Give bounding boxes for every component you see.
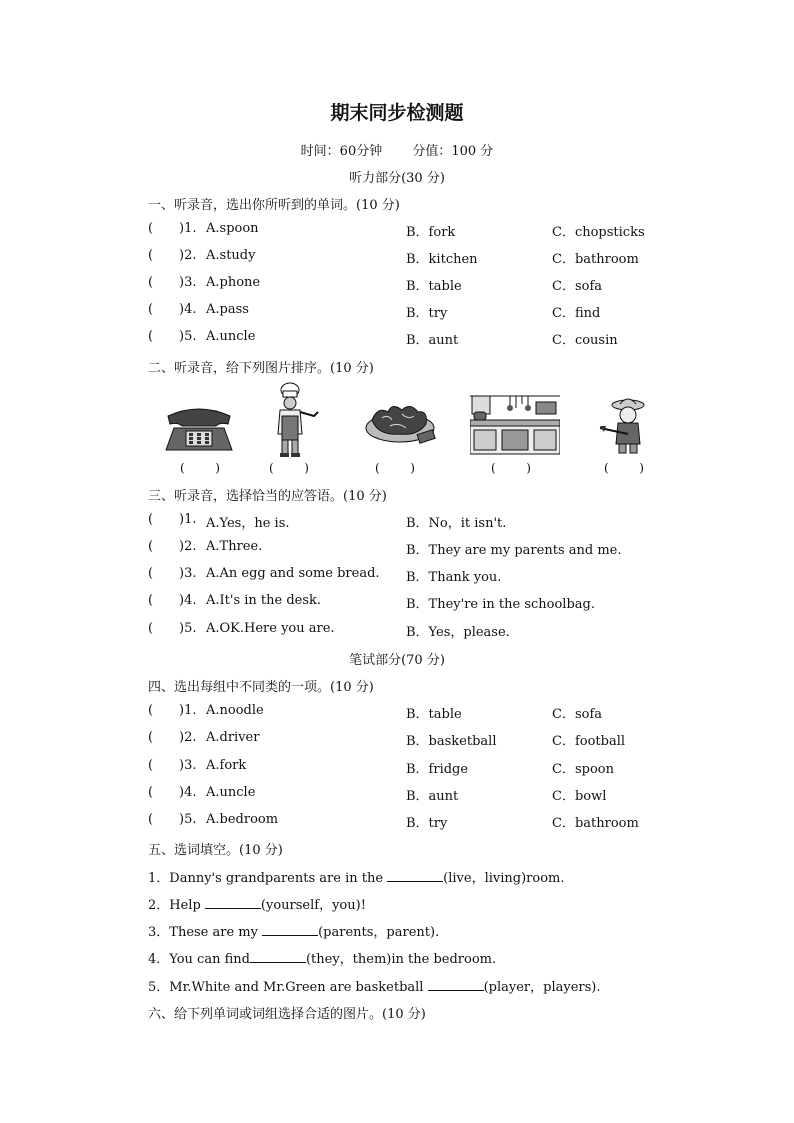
option-b: B．try bbox=[406, 306, 448, 321]
option-b: B．They are my parents and me. bbox=[406, 543, 622, 558]
option-a: A.driver bbox=[206, 730, 260, 745]
option-c: C．bathroom bbox=[552, 816, 639, 831]
option-b: B．They're in the schoolbag. bbox=[406, 597, 595, 612]
option-b: B．aunt bbox=[406, 789, 459, 804]
question-row: ( )1. A.Yes，he is. B．No，it isn't. bbox=[148, 512, 507, 531]
option-b: B．aunt bbox=[406, 333, 459, 348]
option-b: B．basketball bbox=[406, 734, 497, 749]
picture-answer-blank[interactable]: ( ) bbox=[180, 461, 220, 475]
option-b: B．Thank you. bbox=[406, 570, 502, 585]
fill-in-sentence: 2．Help (yourself，you)! bbox=[148, 898, 366, 913]
question-row: ( )2. A.Three. B．They are my parents and me. bbox=[148, 539, 622, 558]
option-a: A.Three. bbox=[206, 539, 263, 554]
question-row: ( )1. A.noodle B．table C．sofa bbox=[148, 703, 603, 722]
option-b: B．fridge bbox=[406, 762, 469, 777]
fill-in-sentence: 4．You can find (they，them)in the bedroom. bbox=[148, 952, 497, 967]
exam-info bbox=[0, 140, 794, 159]
fill-in-blank[interactable] bbox=[387, 869, 443, 882]
section-4-heading: 四、选出每组中不同类的一项。(10 分) bbox=[148, 680, 374, 695]
section-5-heading: 五、选词填空。(10 分) bbox=[148, 843, 283, 858]
option-a: A.noodle bbox=[206, 703, 264, 718]
option-a: A.It's in the desk. bbox=[206, 593, 322, 608]
option-c: C．spoon bbox=[552, 762, 614, 777]
option-b: B．Yes，please. bbox=[406, 625, 510, 640]
question-row: ( )4. A.pass B．try C．find bbox=[148, 302, 601, 321]
option-b: B．fork bbox=[406, 225, 456, 240]
section-6-heading: 六、给下列单词或词组选择合适的图片。(10 分) bbox=[148, 1007, 426, 1022]
option-c: C．sofa bbox=[552, 279, 603, 294]
food-plate-icon bbox=[362, 398, 438, 448]
option-a: A.An egg and some bread. bbox=[206, 566, 380, 581]
option-a: A.fork bbox=[206, 758, 247, 773]
option-a: A.spoon bbox=[206, 221, 259, 236]
question-row: ( )3. A.phone B．table C．sofa bbox=[148, 275, 603, 294]
option-b: B．No，it isn't. bbox=[406, 516, 507, 531]
question-row: ( )4. A.uncle B．aunt C．bowl bbox=[148, 785, 607, 804]
chef-icon bbox=[268, 382, 324, 458]
farmer-icon bbox=[598, 396, 656, 456]
telephone-icon bbox=[162, 404, 236, 454]
fill-in-blank[interactable] bbox=[250, 950, 306, 963]
picture-answer-blank[interactable]: ( ) bbox=[604, 461, 644, 475]
option-a: A.uncle bbox=[206, 329, 256, 344]
option-c: C．sofa bbox=[552, 707, 603, 722]
option-c: C．find bbox=[552, 306, 601, 321]
question-row: ( )5. A.bedroom B．try C．bathroom bbox=[148, 812, 639, 831]
fill-in-blank[interactable] bbox=[262, 923, 318, 936]
option-c: C．bathroom bbox=[552, 252, 639, 267]
option-c: C．football bbox=[552, 734, 626, 749]
option-a: A.study bbox=[206, 248, 256, 263]
option-c: C．cousin bbox=[552, 333, 618, 348]
listening-part-title: 听力部分(30 分) bbox=[349, 171, 445, 186]
question-row: ( )1. A.spoon B．fork C．chopsticks bbox=[148, 221, 645, 240]
writing-part-title: 笔试部分(70 分) bbox=[349, 653, 445, 668]
fill-in-blank[interactable] bbox=[205, 896, 261, 909]
option-a: A.Yes，he is. bbox=[206, 516, 290, 531]
question-row: ( )2. A.study B．kitchen C．bathroom bbox=[148, 248, 639, 267]
score-info: 分值：100 分 bbox=[412, 144, 494, 159]
fill-in-sentence: 1．Danny's grandparents are in the (live，living)room. bbox=[148, 871, 565, 886]
question-row: ( )3. A.An egg and some bread. B．Thank you. bbox=[148, 566, 502, 585]
option-a: A.uncle bbox=[206, 785, 256, 800]
option-a: A.pass bbox=[206, 302, 249, 317]
option-b: B．kitchen bbox=[406, 252, 478, 267]
question-row: ( )4. A.It's in the desk. B．They're in the schoolbag. bbox=[148, 593, 595, 612]
question-row: ( )5. A.uncle B．aunt C．cousin bbox=[148, 329, 618, 348]
option-b: B．table bbox=[406, 279, 462, 294]
option-a: A.phone bbox=[206, 275, 261, 290]
page-title: 期末同步检测题 bbox=[330, 102, 464, 124]
option-c: C．bowl bbox=[552, 789, 607, 804]
option-a: A.bedroom bbox=[206, 812, 279, 827]
question-row: ( )2. A.driver B．basketball C．football bbox=[148, 730, 626, 749]
option-b: B．table bbox=[406, 707, 462, 722]
fill-in-blank[interactable] bbox=[428, 978, 484, 991]
section-2-heading: 二、听录音，给下列图片排序。(10 分) bbox=[148, 361, 374, 376]
section-1-heading: 一、听录音，选出你所听到的单词。(10 分) bbox=[148, 198, 400, 213]
picture-answer-blank[interactable]: ( ) bbox=[269, 461, 309, 475]
question-row: ( )3. A.fork B．fridge C．spoon bbox=[148, 758, 614, 777]
option-b: B．try bbox=[406, 816, 448, 831]
section-3-heading: 三、听录音，选择恰当的应答语。(10 分) bbox=[148, 489, 387, 504]
fill-in-sentence: 5．Mr.White and Mr.Green are basketball (player，players). bbox=[148, 980, 601, 995]
fill-in-sentence: 3．These are my (parents，parent). bbox=[148, 925, 440, 940]
option-c: C．chopsticks bbox=[552, 225, 645, 240]
kitchen-icon bbox=[470, 392, 560, 456]
option-a: A.OK.Here you are. bbox=[206, 621, 335, 636]
picture-answer-blank[interactable]: ( ) bbox=[375, 461, 415, 475]
question-row: ( )5. A.OK.Here you are. B．Yes，please. bbox=[148, 621, 510, 640]
picture-answer-blank[interactable]: ( ) bbox=[491, 461, 531, 475]
time-info: 时间：60分钟 bbox=[300, 144, 383, 159]
